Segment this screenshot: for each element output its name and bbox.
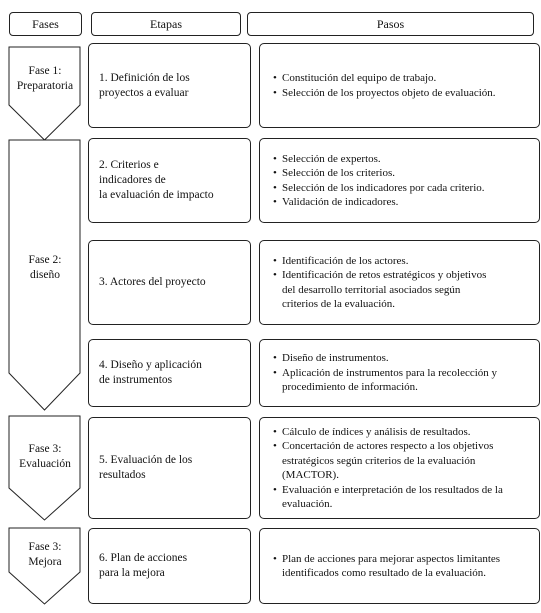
- etapa-box-1: [88, 43, 251, 128]
- paso-3-1: • Identificación de los actores.: [282, 254, 499, 269]
- etapa-box-2: [88, 138, 251, 223]
- paso-1-2: • Selección de los proyectos objeto de evaluación.: [282, 86, 533, 101]
- fase-label-3: [8, 442, 82, 472]
- fase-4-line1: Fase 3:: [28, 541, 62, 553]
- fase-2-line2: diseño: [29, 269, 61, 281]
- header-pasos: Pasos: [247, 12, 534, 36]
- etapa-4-text: 4. Diseño y aplicación de instrumentos: [99, 359, 202, 386]
- etapa-box-5: [88, 417, 251, 519]
- paso-5-1: • Cálculo de índices y análisis de resultados.: [282, 425, 525, 440]
- fase-4-line2: Mejora: [28, 556, 62, 568]
- fase-label-1: [8, 64, 82, 94]
- header-etapas: Etapas: [91, 12, 241, 36]
- fase-label-2: [8, 253, 82, 283]
- paso-2-1: • Selección de expertos.: [282, 152, 533, 167]
- paso-6-1: • Plan de acciones para mejorar aspectos limitantes identificados como resultado de la evaluación.: [282, 552, 525, 581]
- pasos-box-2: [259, 138, 540, 223]
- etapa-5-text: 5. Evaluación de los resultados: [99, 454, 193, 481]
- paso-4-1: • Diseño de instrumentos.: [282, 351, 527, 366]
- paso-5-2: • Concertación de actores respecto a los objetivos estratégicos según criterios de la evaluación (MACTOR).: [282, 439, 525, 483]
- etapa-box-6: [88, 528, 251, 604]
- fase-1-line1: Fase 1:: [28, 65, 62, 77]
- paso-1-1: • Constitución del equipo de trabajo.: [282, 71, 533, 86]
- paso-2-2: • Selección de los criterios.: [282, 166, 533, 181]
- pasos-box-4: [259, 339, 540, 407]
- etapa-box-4: [88, 339, 251, 407]
- etapa-box-3: [88, 240, 251, 325]
- paso-3-2: • Identificación de retos estratégicos y objetivos del desarrollo territorial asociados según criterios de la evaluación.: [282, 268, 499, 312]
- header-fases: Fases: [9, 12, 82, 36]
- fase-3-line2: Evaluación: [19, 458, 71, 470]
- paso-2-4: • Validación de indicadores.: [282, 195, 533, 210]
- paso-2-3: • Selección de los indicadores por cada criterio.: [282, 181, 533, 196]
- paso-4-2: • Aplicación de instrumentos para la recolección y procedimiento de información.: [282, 366, 527, 395]
- pasos-box-3: [259, 240, 540, 325]
- fase-label-4: [8, 540, 82, 570]
- fase-2-line1: Fase 2:: [28, 254, 62, 266]
- fase-1-line2: Preparatoria: [16, 80, 74, 92]
- pasos-box-6: [259, 528, 540, 604]
- pasos-box-1: [259, 43, 540, 128]
- etapa-2-text: 2. Criterios e indicadores de la evaluación de impacto: [99, 159, 214, 201]
- pasos-box-5: [259, 417, 540, 519]
- paso-5-3: • Evaluación e interpretación de los resultados de la evaluación.: [282, 483, 525, 512]
- fase-3-line1: Fase 3:: [28, 443, 62, 455]
- etapa-3-text: 3. Actores del proyecto: [99, 276, 206, 288]
- etapa-6-text: 6. Plan de acciones para la mejora: [99, 552, 188, 579]
- etapa-1-text: 1. Definición de los proyectos a evaluar: [99, 71, 190, 99]
